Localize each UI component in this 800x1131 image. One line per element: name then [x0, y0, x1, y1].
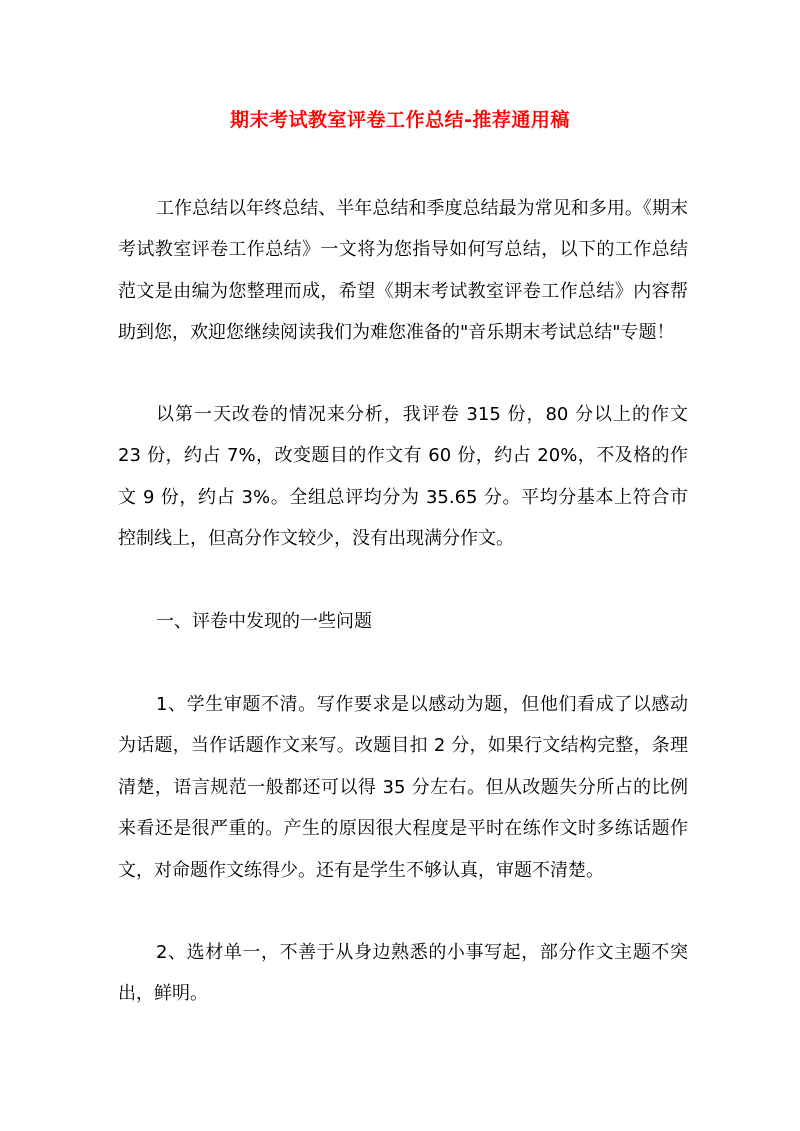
- section-heading-problems: 一、评卷中发现的一些问题: [156, 611, 372, 632]
- paragraph-intro: 工作总结以年终总结、半年总结和季度总结最为常见和多用。《期末考试教室评卷工作总结》一文将为您指导如何写总结，以下的工作总结范文是由编为您整理而成，希望《期末考试教室评卷工作总结》内容帮助到您，欢迎您继续阅读我们为难您准备的"音乐期末考试总结"专题！: [118, 198, 688, 344]
- document-title: 期末考试教室评卷工作总结-推荐通用稿: [230, 109, 570, 131]
- paragraph-problem-1: 1、学生审题不清。写作要求是以感动为题，但他们看成了以感动为话题，当作话题作文来写。改题目扣 2 分，如果行文结构完整，条理清楚，语言规范一般都还可以得 35 分左右。但从改题失分所占的比例来看还是很严重的。产生的原因很大程度是平时在练作文时多练话题作文，对命题作文练得少。还有是学生不够认真，审题不清楚。: [118, 694, 688, 881]
- paragraph-analysis: 以第一天改卷的情况来分析，我评卷 315 份，80 分以上的作文 23 份，约占 7%，改变题目的作文有 60 份，约占 20%，不及格的作文 9 份，约占 3%。全组总评均分为 35.65 分。平均分基本上符合市控制线上，但高分作文较少，没有出现满分作文。: [118, 404, 688, 550]
- paragraph-problem-2: 2、选材单一，不善于从身边熟悉的小事写起，部分作文主题不突出，鲜明。: [118, 942, 688, 1005]
